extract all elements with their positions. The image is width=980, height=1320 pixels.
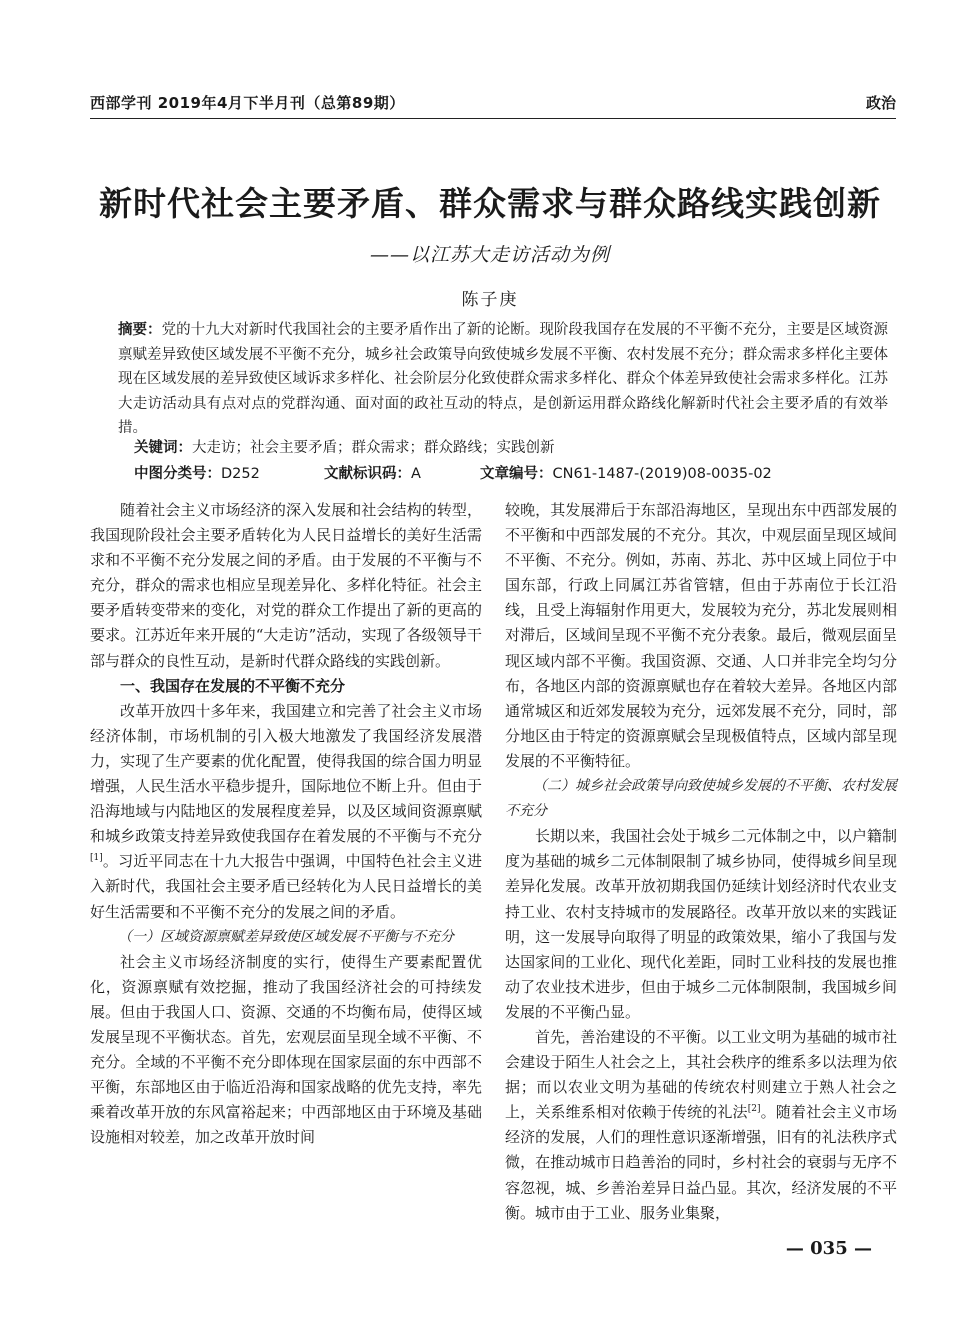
classification-line — [134, 462, 894, 486]
subsection-heading: （一）区域资源禀赋差异致使区域发展不平衡与不充分 — [118, 928, 454, 945]
abstract-text: 党的十九大对新时代我国社会的主要矛盾作出了新的论断。现阶段我国存在发展的不平衡不充分，主要是区域资源禀赋差异致使区域发展不平衡不充分，城乡社会政策导向致使城乡发展不平衡、农村发展不充分；群众需求多样化主要体现在区域发展的差异致使区域诉求多样化、社会阶层分化致使群众需求多样化、群众个体差异致使社会需求多样化。江苏大走访活动具有点对点的党群沟通、面对面的政社互动的特点，是创新运用群众路线化解新时代社会主要矛盾的有效举措。 — [118, 322, 889, 436]
body-paragraph: 随着社会主义市场经济的深入发展和社会结构的转型，我国现阶段社会主要矛盾转化为人民日益增长的美好生活需求和不平衡不充分发展之间的矛盾。由于发展的不平衡与不充分，群众的需求也相应呈现差异化、多样化特征。社会主要矛盾转变带来的变化，对党的群众工作提出了新的更高的要求。江苏近年来开展的“大走访”活动，实现了各级领导干部与群众的良性互动，是新时代群众路线的实践创新。 — [90, 501, 482, 670]
body-column-right — [505, 498, 897, 1226]
article-number: 文章编号：CN61-1487-(2019)08-0035-02 — [480, 466, 772, 482]
abstract-label: 摘要： — [118, 322, 162, 338]
document-code: 文献标识码：A — [324, 466, 421, 482]
keywords-text: 大走访；社会主要矛盾；群众需求；群众路线；实践创新 — [192, 440, 555, 456]
body-paragraph: 较晚，其发展滞后于东部沿海地区，呈现出东中西部发展的不平衡和中西部发展的不充分。其次，中观层面呈现区域间不平衡、不充分。例如，苏南、苏北、苏中区域上同位于中国东部，行政上同属江苏省管辖，但由于苏南位于长江沿线，且受上海辐射作用更大，发展较为充分，苏北发展则相对滞后，区域间呈现不平衡不充分表象。最后，微观层面呈现区域内部不平衡。我国资源、交通、人口并非完全均匀分布，各地区内部的资源禀赋也存在着较大差异。各地区内部通常城区和近郊发展较为充分，远郊发展不充分，同时，部分地区由于特定的资源禀赋会呈现极值特点，区域内部呈现发展的不平衡特征。 — [505, 501, 897, 770]
reference-mark: [1] — [90, 853, 103, 864]
article-subtitle: ——以江苏大走访活动为例 — [369, 244, 610, 266]
keywords-label: 关键词： — [134, 440, 192, 456]
reference-mark: [2] — [747, 1104, 761, 1115]
body-paragraph: 长期以来，我国社会处于城乡二元体制之中，以户籍制度为基础的城乡二元体制限制了城乡协同，使得城乡间呈现差异化发展。改革开放初期我国仍延续计划经济时代农业支持工业、农村支持城市的发展路径。改革开放以来的实践证明，这一发展导向取得了明显的政策效果，缩小了我国与发达国家间的工业化、现代化差距，同时工业科技的发展也推动了农业技术进步，但由于城乡二元体制限制，我国城乡间发展的不平衡凸显。 — [505, 827, 897, 1021]
body-column-left — [90, 498, 482, 1150]
section-heading: 一、我国存在发展的不平衡不充分 — [120, 676, 346, 695]
keywords — [134, 436, 894, 460]
abstract — [118, 318, 888, 441]
author-name: 陈子庚 — [461, 290, 519, 310]
subsection-heading: （二）城乡社会政策导向致使城乡发展的不平衡、农村发展不充分 — [505, 778, 897, 820]
page-number: — 035 — — [785, 1238, 872, 1259]
body-paragraph: 首先，善治建设的不平衡。以工业文明为基础的城市社会建设于陌生人社会之上，其社会秩序的维系多以法理为依据；而以农业文明为基础的传统农村则建立于熟人社会之上，关系维系相对依赖于传统的礼法[2]。随着社会主义市场经济的发展，人们的理性意识逐渐增强，旧有的礼法秩序式微，在推动城市日趋善治的同时，乡村社会的衰弱与无序不容忽视，城、乡善治差异日益凸显。其次，经济发展的不平衡。城市由于工业、服务业集聚， — [505, 1027, 897, 1222]
body-paragraph: 改革开放四十多年来，我国建立和完善了社会主义市场经济体制，市场机制的引入极大地激发了我国经济发展潜力，实现了生产要素的优化配置，使得我国的综合国力明显增强，人民生活水平稳步提升，国际地位不断上升。但由于沿海地域与内陆地区的发展程度差异，以及区域间资源禀赋和城乡政策支持差异致使我国存在着发展的不平衡与不充分[1]。习近平同志在十九大报告中强调，中国特色社会主义进入新时代，我国社会主要矛盾已经转化为人民日益增长的美好生活需要和不平衡不充分的发展之间的矛盾。 — [90, 701, 482, 921]
section-label: 政治 — [865, 94, 896, 112]
article-title: 新时代社会主要矛盾、群众需求与群众路线实践创新 — [99, 184, 881, 223]
running-header — [90, 90, 896, 116]
clc-number: 中图分类号：D252 — [134, 466, 260, 482]
header-rule — [90, 118, 896, 119]
body-paragraph: 社会主义市场经济制度的实行，使得生产要素配置优化，资源禀赋有效挖掘，推动了我国经济社会的可持续发展。但由于我国人口、资源、交通的不均衡布局，使得区域发展呈现不平衡状态。首先，宏观层面呈现全域不平衡、不充分。全域的不平衡不充分即体现在国家层面的东中西部不平衡，东部地区由于临近沿海和国家战略的优先支持，率先乘着改革开放的东风富裕起来；中西部地区由于环境及基础设施相对较差，加之改革开放时间 — [90, 952, 482, 1147]
journal-issue: 西部学刊 2019年4月下半月刊（总第89期） — [90, 94, 405, 112]
